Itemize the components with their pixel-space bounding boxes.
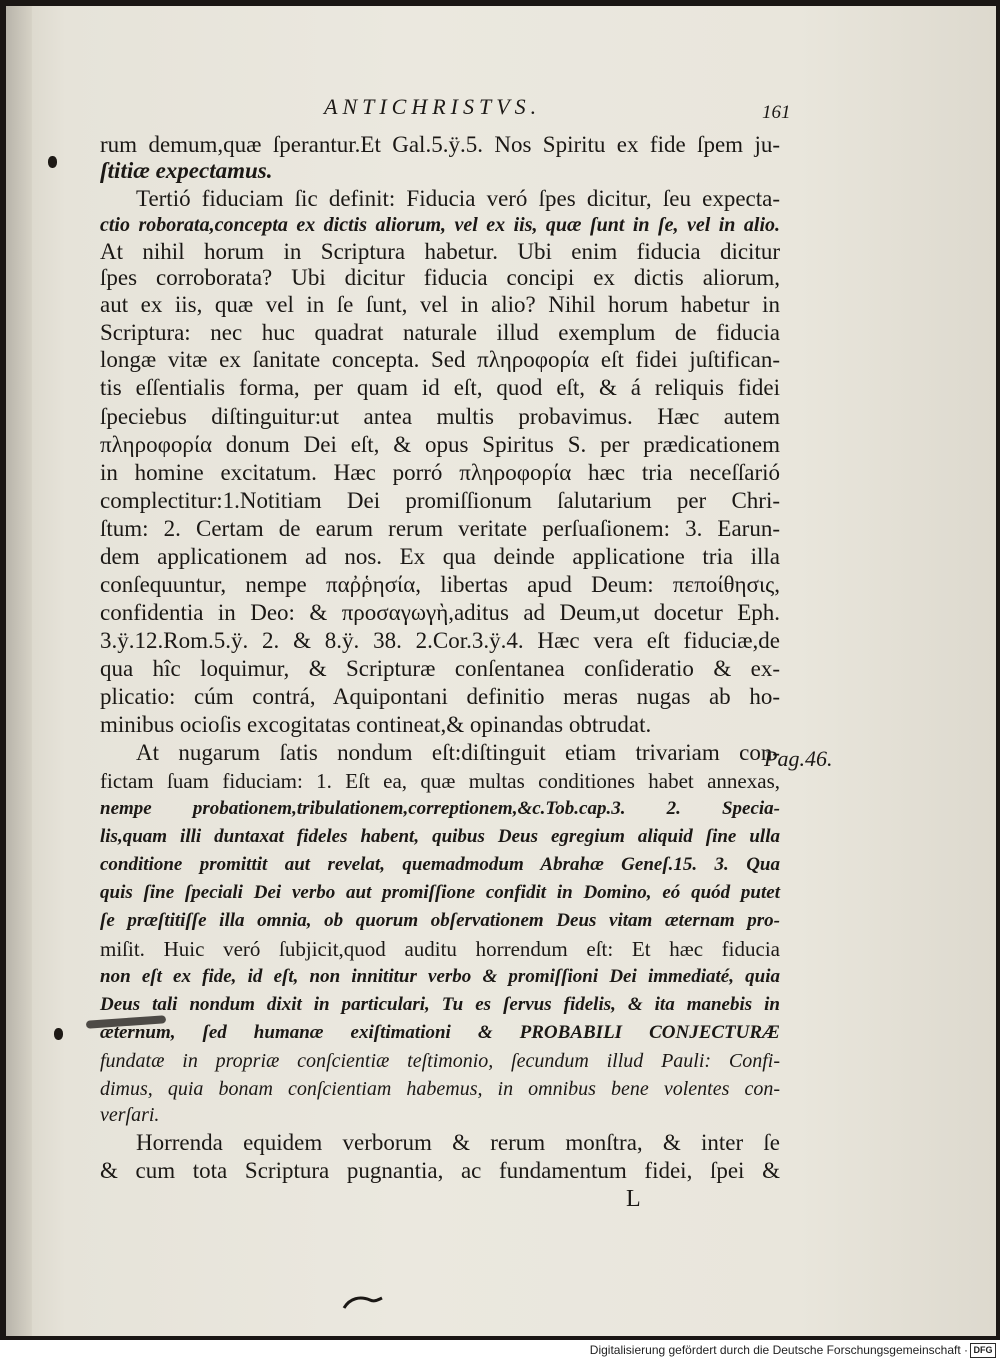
text-line: nempe probationem,tribulationem,correptionem,&c.Tob.cap.3. 2. Specia- <box>100 798 780 819</box>
running-head: ANTICHRISTVS. <box>324 94 542 119</box>
text-line: qua hîc loquimur, & Scripturæ conſentanea conſideratio & ex- <box>100 656 780 681</box>
text-line: At nugarum ſatis nondum eſt:diſtinguit etiam trivariam con- <box>136 740 780 765</box>
text-line: conditione promittit aut revelat, quemadmodum Abrahæ Geneſ.15. 3. Qua <box>100 854 780 875</box>
margin-note: Pag.46. <box>764 746 833 771</box>
text-line: ſpes corroborata? Ubi dicitur fiducia concipi ex dictis aliorum, <box>100 265 780 290</box>
text-line: confidentia in Deo: & προσαγωγὴ,aditus ad Deum,ut docetur Eph. <box>100 600 780 625</box>
text-line: minibus ocioſis excogitatas contineat,& opinandas obtrudat. <box>100 712 652 737</box>
text-line: miſit. Huic veró ſubjicit,quod auditu horrendum eſt: Et hæc fiducia <box>100 937 780 961</box>
text-line: æternum, ſed humanæ exiſtimationi & PROBABILI CONJECTURÆ <box>100 1022 780 1043</box>
text-line: fictam ſuam fiduciam: 1. Eſt ea, quæ multas conditiones habet annexas, <box>100 769 780 793</box>
text-line: dimus, quia bonam conſcientiam habemus, in omnibus bene volentes con- <box>100 1078 780 1100</box>
text-line: ſe præſtitiſſe illa omnia, ob quorum obſervationem Deus vitam æternam pro- <box>100 910 780 931</box>
dfg-logo: DFG <box>970 1343 996 1358</box>
text-line: longæ vitæ ex ſanitate concepta. Sed πληροφορία eſt fidei juſtifican- <box>100 347 780 372</box>
text-line: dem applicationem ad nos. Ex qua deinde applicatione tria illa <box>100 544 780 569</box>
text-line: ctio roborata,concepta ex dictis aliorum, vel ex iis, quæ ſunt in ſe, vel in alio. <box>100 214 780 236</box>
footer-credit: Digitalisierung gefördert durch die Deutsche Forschungsgemeinschaft · <box>589 1343 968 1357</box>
text-line: verſari. <box>100 1104 160 1126</box>
text-line: in homine excitatum. Hæc porró πληροφορία hæc tria neceſſarió <box>100 460 780 485</box>
book-page <box>6 6 996 1336</box>
text-line: conſequuntur, nempe παῤῥησία, libertas apud Deum: πεποίθησις, <box>100 572 780 597</box>
text-line: At nihil horum in Scriptura habetur. Ubi enim fiducia dicitur <box>100 239 780 264</box>
text-line: Deus tali nondum dixit in particulari, Tu es ſervus fidelis, & ita manebis in <box>100 994 780 1015</box>
text-line: Scriptura: nec huc quadrat naturale illud exemplum de fiducia <box>100 320 780 345</box>
signature-mark: L <box>626 1186 641 1212</box>
text-line: quis ſine ſpeciali Dei verbo aut promiſſione confidit in Domino, eó quód putet <box>100 882 780 903</box>
text-line: non eſt ex fide, id eſt, non innititur verbo & promiſſioni Dei immediaté, quia <box>100 966 780 987</box>
page-gutter <box>6 6 32 1336</box>
flourish-mark <box>340 1292 384 1314</box>
text-line: tis eſſentialis forma, per quam id eſt, quod eſt, & á reliquis fidei <box>100 375 780 400</box>
margin-ink-dot <box>48 156 57 168</box>
digitization-footer <box>0 1340 1000 1360</box>
text-line: rum demum,quæ ſperantur.Et Gal.5.ÿ.5. Nos Spiritu ex fide ſpem ju- <box>100 132 780 157</box>
margin-ink-dot <box>54 1028 63 1040</box>
text-line: & cum tota Scriptura pugnantia, ac fundamentum fidei, ſpei & <box>100 1158 780 1183</box>
text-line: 3.ÿ.12.Rom.5.ÿ. 2. & 8.ÿ. 38. 2.Cor.3.ÿ.4. Hæc vera eſt fiduciæ,de <box>100 628 780 653</box>
text-line: ſtum: 2. Certam de earum rerum veritate perſuaſionem: 3. Earun- <box>100 516 780 541</box>
text-line: ſtitiæ expectamus. <box>100 158 273 183</box>
text-line: plicatio: cúm contrá, Aquipontani definitio meras nugas ab ho- <box>100 684 780 709</box>
text-line: lis,quam illi duntaxat fideles habent, quibus Deus egregium aliquid ſine ulla <box>100 826 780 847</box>
text-line: aut ex iis, quæ vel in ſe ſunt, vel in alio? Nihil horum habetur in <box>100 292 780 317</box>
text-line: πληροφορία donum Dei eſt, & opus Spiritus S. per prædicationem <box>100 432 780 457</box>
text-line: complectitur:1.Notitiam Dei promiſſionum ſalutarium per Chri- <box>100 488 780 513</box>
text-line: ſpeciebus diſtinguitur:ut antea multis probavimus. Hæc autem <box>100 404 780 429</box>
page-number: 161 <box>762 102 791 123</box>
text-line: Tertió fiduciam ſic definit: Fiducia veró ſpes dicitur, ſeu expecta- <box>136 186 780 211</box>
text-line: Horrenda equidem verborum & rerum monſtra, & inter ſe <box>136 1130 780 1155</box>
text-line: fundatæ in propriæ conſcientiæ teſtimonio, ſecundum illud Pauli: Confi- <box>100 1050 780 1072</box>
